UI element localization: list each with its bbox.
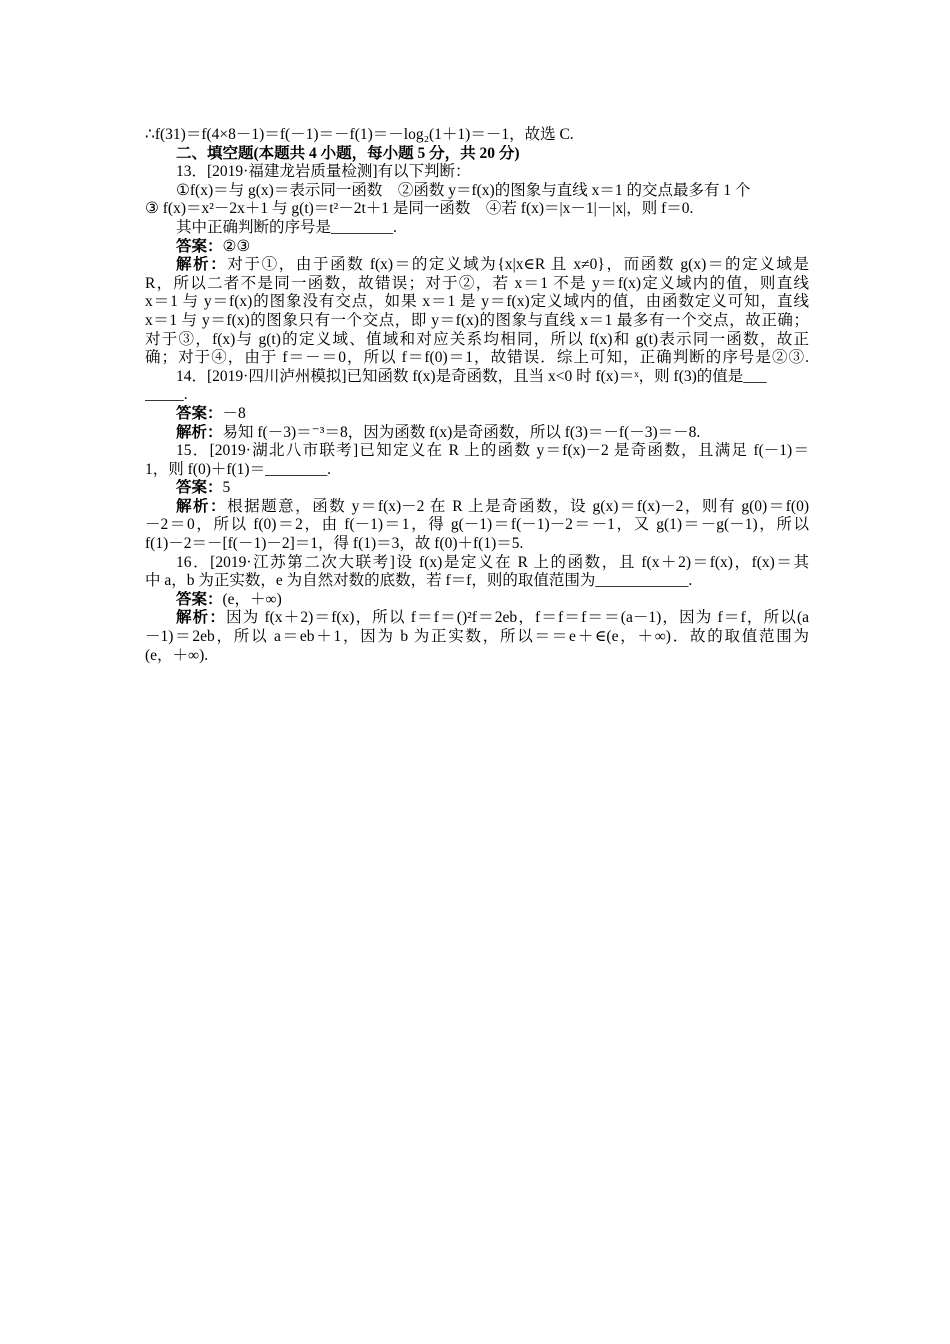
text-line: 中 a，b 为正实数，e 为自然对数的底数，若 f＝f，则的取值范围为____________. [145, 572, 693, 590]
text-line: (e，＋∞). [145, 646, 209, 664]
text-line: _____. [145, 386, 188, 404]
text-line: －1)＝2eb，所以 a＝eb＋1，因为 b 为正实数，所以＝＝e＋∈(e，＋∞)．故的取值范围为 [145, 628, 809, 646]
answer-label: 解析： [176, 256, 228, 274]
text-line: f(1)－2＝－[f(－1)－2]＝1，得 f(1)＝3，故 f(0)＋f(1)＝5. [145, 535, 524, 553]
text-line: 答案：②③ [176, 237, 251, 255]
answer-label: 解析： [176, 609, 227, 627]
text-line: 13．[2019·福建龙岩质量检测]有以下判断： [176, 163, 471, 181]
answer-label: 答案： [176, 237, 223, 255]
text-line: ∴f(31)＝f(4×8－1)＝f(－1)＝－f(1)＝－log₂(1＋1)＝－1，故选 C. [145, 126, 574, 143]
text-line: R，所以二者不是同一函数，故错误；对于②，若 x＝1 不是 y＝f(x)定义域内的值，则直线 [145, 274, 809, 292]
text-line: 答案：5 [176, 479, 231, 497]
text-line: 解析：根据题意，函数 y＝f(x)－2 在 R 上是奇函数，设 g(x)＝f(x)－2，则有 g(0)＝f(0) [176, 497, 809, 515]
text-line: 解析：因为 f(x＋2)＝f(x)，所以 f＝f＝()²f＝2eb，f＝f＝f＝＝(a－1)，因为 f＝f，所以(a [176, 609, 809, 627]
answer-label: 答案： [176, 404, 223, 422]
answer-label: 解析： [176, 423, 223, 441]
text-line: 15．[2019·湖北八市联考]已知定义在 R 上的函数 y＝f(x)－2 是奇函数，且满足 f(－1)＝ [176, 442, 809, 460]
text-line: 解析：易知 f(－3)＝⁻³＝8，因为函数 f(x)是奇函数，所以 f(3)＝－f(－3)＝－8. [176, 423, 701, 441]
text-line: ③ f(x)＝x²－2x＋1 与 g(t)＝t²－2t＋1 是同一函数 ④若 f(x)＝|x－1|－|x|，则 f＝0. [145, 200, 694, 218]
text-line: 14．[2019·四川泸州模拟]已知函数 f(x)是奇函数，且当 x<0 时 f(x)＝ˣ，则 f(3)的值是___ [176, 367, 767, 385]
text-line: 答案：－8 [176, 404, 246, 422]
text-line: 确；对于④，由于 f＝－＝0，所以 f＝f(0)＝1，故错误．综上可知，正确判断的序号是②③. [145, 349, 809, 367]
section-heading: 二、填空题(本题共 4 小题，每小题 5 分，共 20 分) [176, 144, 520, 162]
answer-label: 答案： [176, 590, 223, 608]
text-line: 解析：对于①，由于函数 f(x)＝的定义域为{x|x∈R 且 x≠0}，而函数 g(x)＝的定义域是 [176, 256, 809, 274]
document-body [145, 126, 809, 665]
text-line: －2＝0，所以 f(0)＝2，由 f(－1)＝1，得 g(－1)＝f(－1)－2＝－1，又 g(1)＝－g(－1)，所以 [145, 516, 809, 534]
text-line: 16．[2019·江苏第二次大联考]设 f(x)是定义在 R 上的函数，且 f(x＋2)＝f(x)，f(x)＝其 [176, 553, 809, 571]
text-line: x＝1 与 y＝f(x)的图象只有一个交点，即 y＝f(x)的图象与直线 x＝1 最多有一个交点，故正确； [145, 311, 809, 329]
text-line: x＝1 与 y＝f(x)的图象没有交点，如果 x＝1 是 y＝f(x)定义域内的值，由函数定义可知，直线 [145, 293, 809, 311]
text-line: 答案：(e，＋∞) [176, 590, 282, 608]
text-line: 1，则 f(0)＋f(1)＝________. [145, 460, 331, 478]
answer-label: 解析： [176, 497, 228, 515]
text-line: 其中正确判断的序号是________. [176, 218, 397, 236]
text-line: 对于③，f(x)与 g(t)的定义域、值域和对应关系均相同，所以 f(x)和 g(t)表示同一函数，故正 [145, 330, 809, 348]
answer-label: 答案： [176, 479, 223, 497]
text-line: ①f(x)＝与 g(x)＝表示同一函数 ②函数 y＝f(x)的图象与直线 x＝1 的交点最多有 1 个 [176, 181, 751, 199]
